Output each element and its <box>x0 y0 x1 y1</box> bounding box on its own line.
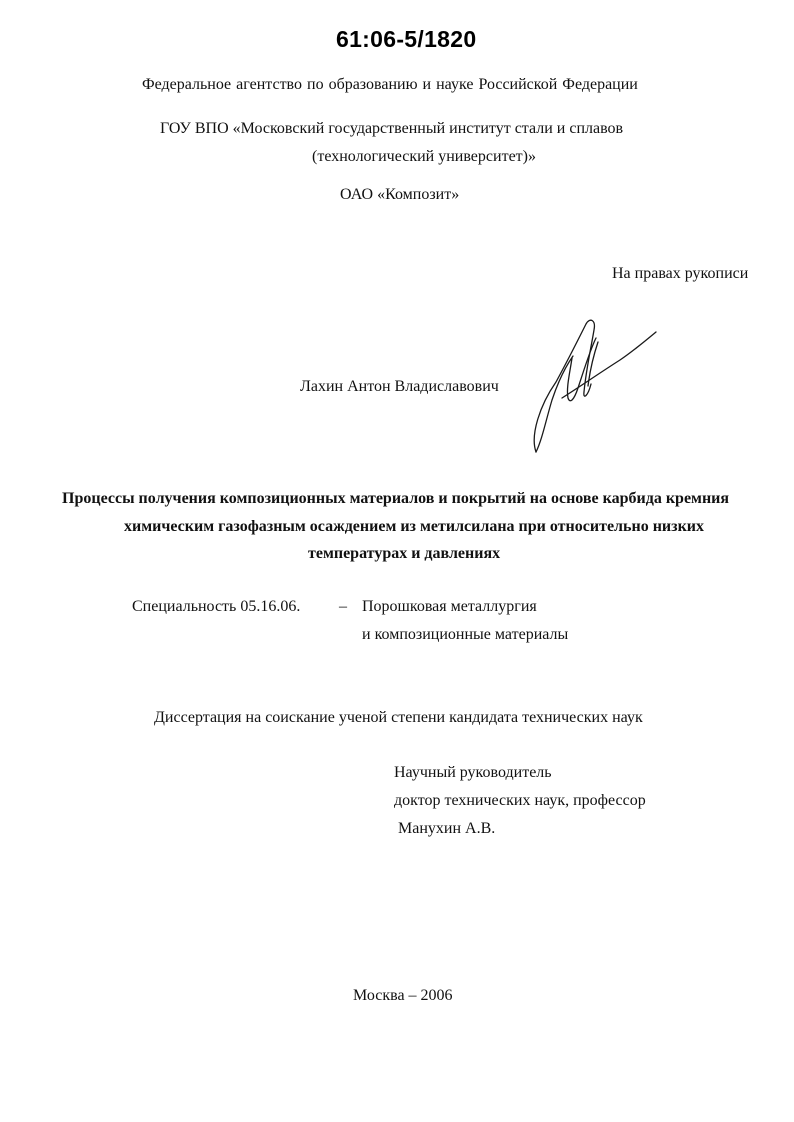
university-line-2: (технологический университет)» <box>312 148 536 165</box>
specialty-name-line-2: и композиционные материалы <box>362 626 569 643</box>
university-line-1: ГОУ ВПО «Московский государственный институт стали и сплавов <box>160 120 624 137</box>
rights-note: На правах рукописи <box>612 265 749 282</box>
specialty-label: Специальность 05.16.06. <box>132 598 301 615</box>
specialty-dash: – <box>339 598 347 615</box>
supervisor-name: Манухин А.В. <box>398 820 496 837</box>
agency-line: Федеральное агентство по образованию и науке Российской Федерации <box>142 76 638 93</box>
supervisor-degree: доктор технических наук, профессор <box>394 792 646 809</box>
catalog-number: 61:06-5/1820 <box>336 26 477 52</box>
title-line-3: температурах и давлениях <box>308 545 501 562</box>
title-line-1: Процессы получения композиционных материалов и покрытий на основе карбида кремния <box>62 490 730 507</box>
title-line-2: химическим газофазным осаждением из метилсилана при относительно низких <box>124 518 704 535</box>
company-name: ОАО «Композит» <box>340 186 460 203</box>
handwritten-signature <box>528 300 660 460</box>
supervisor-role: Научный руководитель <box>394 764 552 781</box>
author-name: Лахин Антон Владиславович <box>300 378 499 395</box>
city-year: Москва – 2006 <box>353 987 453 1004</box>
degree-line: Диссертация на соискание ученой степени кандидата технических наук <box>154 709 643 726</box>
specialty-name-line-1: Порошковая металлургия <box>362 598 537 615</box>
